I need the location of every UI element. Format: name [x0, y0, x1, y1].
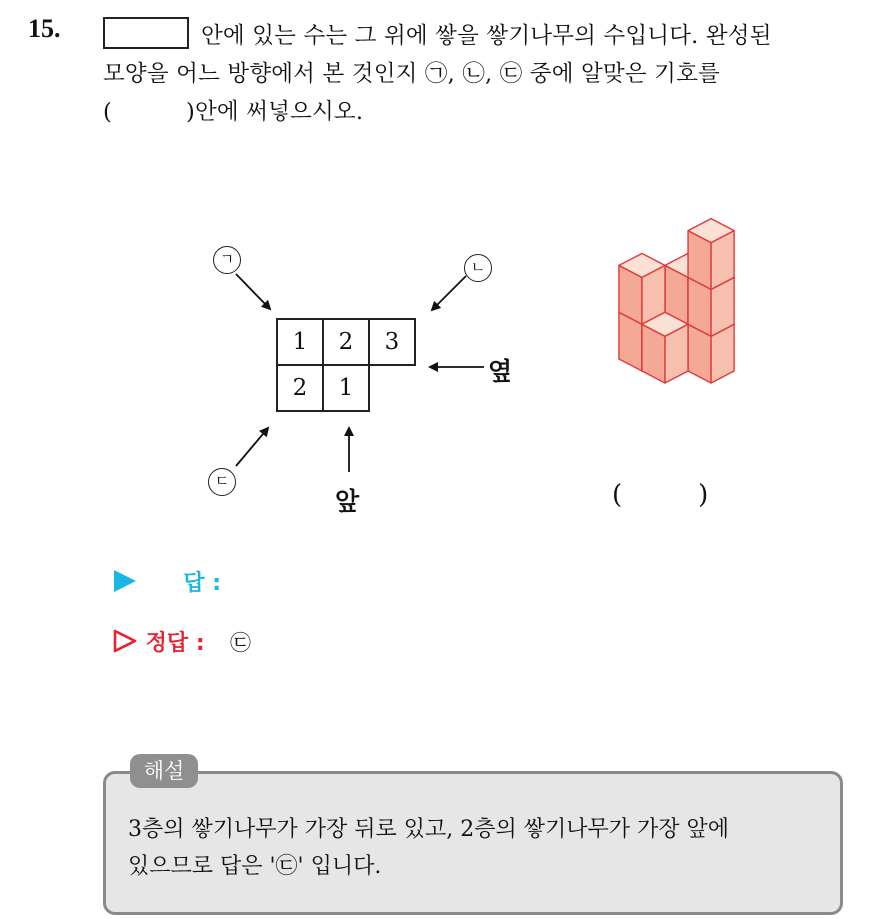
paren-open: (	[103, 99, 112, 125]
explanation-line-1: 3층의 쌓기나무가 가장 뒤로 있고, 2층의 쌓기나무가 가장 앞에	[128, 817, 729, 842]
grid-cell: 1	[322, 364, 370, 412]
answer-label: 답 :	[183, 571, 222, 596]
paren2-open: (	[612, 480, 623, 510]
answer-row	[112, 566, 221, 597]
explanation-box	[103, 771, 843, 915]
correct-answer-label: 정답 :	[145, 631, 205, 656]
answer-parentheses	[612, 480, 708, 510]
block-structure	[560, 185, 770, 460]
front-label: 앞	[335, 487, 360, 516]
paren2-close: )	[698, 480, 709, 510]
correct-answer-row	[112, 626, 251, 657]
question-number: 15.	[28, 14, 61, 43]
question-text-3: )안에 써넣으시오.	[185, 99, 364, 125]
question-text-1: 안에 있는 수는 그 위에 쌓을 쌓기나무의 수입니다. 완성된	[201, 23, 772, 49]
grid-cell: 2	[276, 364, 324, 412]
grid-cell: 2	[322, 318, 370, 366]
label-g-circle: ㄱ	[213, 246, 241, 274]
side-label: 옆	[488, 357, 513, 386]
grid-cell: 1	[276, 318, 324, 366]
explanation-tag: 해설	[130, 754, 198, 788]
arrow-d	[236, 428, 268, 466]
grid-cell: 3	[368, 318, 416, 366]
arrow-g	[236, 274, 270, 309]
correct-answer-value: ㉢	[229, 631, 251, 655]
question-line-2: 모양을 어느 방향에서 본 것인지 ㉠, ㉡, ㉢ 중에 알맞은 기호를	[103, 61, 720, 87]
label-d-circle: ㄷ	[208, 468, 236, 496]
correct-triangle-icon	[112, 629, 138, 653]
explanation-line-2: 있으므로 답은 '㉢' 입니다.	[128, 854, 382, 879]
arrow-n	[432, 276, 466, 310]
answer-triangle-icon	[112, 569, 138, 593]
label-n-circle: ㄴ	[464, 254, 492, 282]
